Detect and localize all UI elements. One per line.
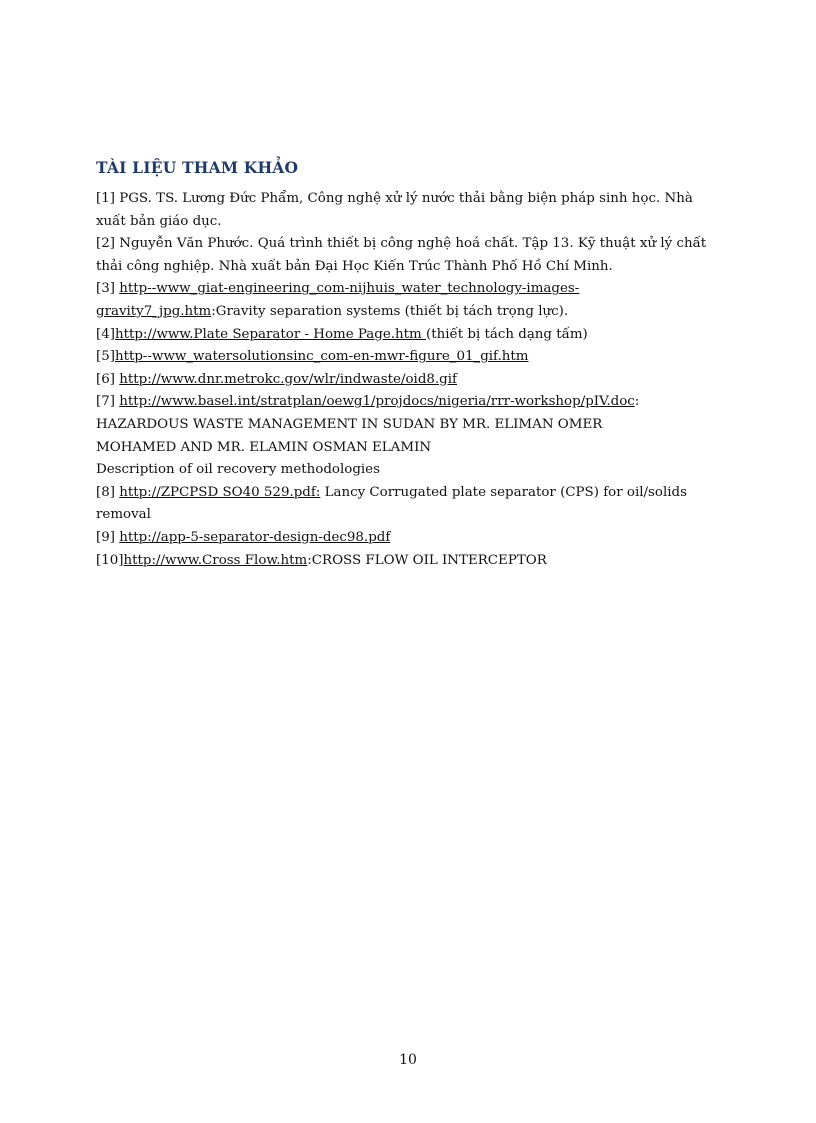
reference-line [96, 188, 726, 211]
reference-line [96, 437, 726, 460]
reference-line [96, 550, 726, 573]
reference-list [96, 188, 726, 572]
reference-text: [3] [96, 281, 120, 297]
reference-text: [2] Nguyễn Văn Phước. Quá trình thiết bị công nghệ hoá chất. Tập 13. Kỹ thuật xử lý chất [96, 236, 707, 252]
reference-text: [7] [96, 394, 120, 410]
reference-text: [5] [96, 349, 115, 365]
reference-text: xuất bản giáo dục. [96, 213, 222, 229]
reference-line [96, 369, 726, 392]
reference-link[interactable]: http--www_giat-engineering_com-nijhuis_water_technology-images- [119, 281, 580, 297]
reference-link[interactable]: http--www_watersolutionsinc_com-en-mwr-figure_01_gif.htm [114, 349, 529, 365]
reference-text: :Gravity separation systems (thiết bị tách trọng lực). [211, 303, 569, 319]
reference-line [96, 324, 726, 347]
reference-link[interactable]: http://ZPCPSD SO40 529.pdf: [119, 484, 321, 500]
reference-line [96, 504, 726, 527]
references-heading: TÀI LIỆU THAM KHẢO [96, 158, 299, 177]
reference-text: [6] [96, 371, 120, 387]
reference-text: thải công nghiệp. Nhà xuất bản Đại Học Kiến Trúc Thành Phố Hồ Chí Minh. [96, 258, 613, 274]
reference-link[interactable]: http://www.dnr.metrokc.gov/wlr/indwaste/oid8.gif [119, 371, 457, 387]
page-number: 10 [399, 1052, 417, 1068]
reference-line [96, 233, 726, 256]
reference-line [96, 211, 726, 234]
reference-text: [10] [96, 552, 124, 568]
reference-line [96, 391, 726, 414]
reference-text: [9] [96, 529, 120, 545]
reference-text: :CROSS FLOW OIL INTERCEPTOR [307, 552, 547, 568]
reference-line [96, 414, 726, 437]
reference-text: [4] [96, 326, 115, 342]
reference-line [96, 278, 726, 301]
reference-link[interactable]: http://app-5-separator-design-dec98.pdf [119, 529, 391, 545]
reference-text: : [634, 394, 640, 410]
reference-text: HAZARDOUS WASTE MANAGEMENT IN SUDAN BY MR. ELIMAN OMER [96, 416, 603, 432]
reference-link[interactable]: http://www.Plate Separator - Home Page.htm [114, 326, 426, 342]
reference-text: (thiết bị tách dạng tấm) [426, 326, 588, 342]
reference-line [96, 527, 726, 550]
reference-text: MOHAMED AND MR. ELAMIN OSMAN ELAMIN [96, 439, 432, 455]
reference-text: [1] PGS. TS. Lương Đức Phẩm, Công nghệ xử lý nước thải bằng biện pháp sinh học. Nhà [96, 191, 693, 206]
reference-line [96, 301, 726, 324]
reference-text: removal [96, 507, 151, 523]
reference-text: [8] [96, 484, 120, 500]
reference-line [96, 256, 726, 279]
reference-line [96, 482, 726, 505]
reference-line [96, 346, 726, 369]
reference-line [96, 459, 726, 482]
reference-link[interactable]: gravity7_jpg.htm [96, 303, 212, 319]
reference-link[interactable]: http://www.basel.int/stratplan/oewg1/projdocs/nigeria/rrr-workshop/pIV.doc [119, 394, 635, 410]
reference-link[interactable]: http://www.Cross Flow.htm [123, 552, 308, 568]
reference-text: Description of oil recovery methodologies [96, 462, 380, 478]
reference-text: Lancy Corrugated plate separator (CPS) for oil/solids [320, 484, 687, 500]
